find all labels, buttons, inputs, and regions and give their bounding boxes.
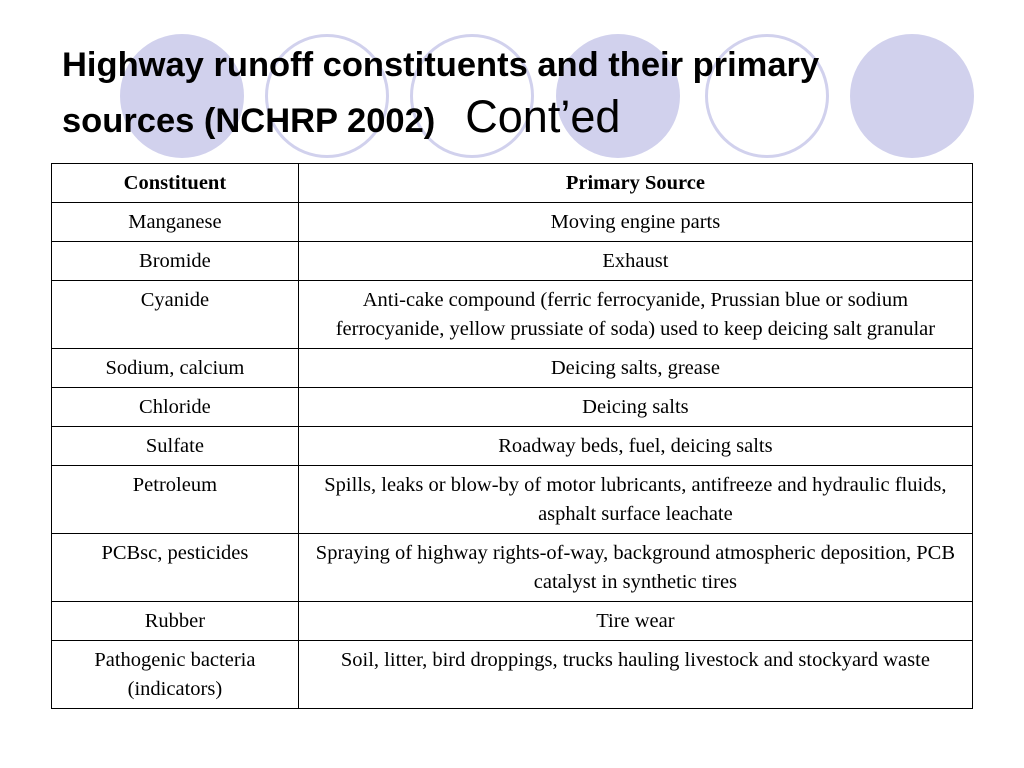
constituent-cell: Rubber <box>52 602 299 641</box>
source-cell: Deicing salts, grease <box>298 349 972 388</box>
table-header-row <box>52 164 973 203</box>
table-row <box>52 388 973 427</box>
title-line-2-text: sources (NCHRP 2002) <box>62 102 436 140</box>
constituent-cell: Sulfate <box>52 427 299 466</box>
header-constituent: Constituent <box>52 164 299 203</box>
source-cell: Tire wear <box>298 602 972 641</box>
source-cell: Roadway beds, fuel, deicing salts <box>298 427 972 466</box>
table-row <box>52 281 973 349</box>
source-cell: Moving engine parts <box>298 203 972 242</box>
title-line-2 <box>62 86 962 159</box>
slide-title <box>62 40 962 159</box>
table-row <box>52 349 973 388</box>
constituent-cell: PCBsc, pesticides <box>52 534 299 602</box>
source-cell: Exhaust <box>298 242 972 281</box>
table-row <box>52 466 973 534</box>
table-row <box>52 602 973 641</box>
constituent-cell: Sodium, calcium <box>52 349 299 388</box>
table-row <box>52 534 973 602</box>
table-row <box>52 641 973 709</box>
constituent-cell: Cyanide <box>52 281 299 349</box>
constituents-table <box>51 163 973 709</box>
constituent-cell: Bromide <box>52 242 299 281</box>
constituent-cell: Pathogenic bacteria (indicators) <box>52 641 299 709</box>
source-cell: Deicing salts <box>298 388 972 427</box>
table-row <box>52 427 973 466</box>
table-row <box>52 203 973 242</box>
source-cell: Spills, leaks or blow-by of motor lubricants, antifreeze and hydraulic fluids, asphalt surface leachate <box>298 466 972 534</box>
table-row <box>52 242 973 281</box>
header-primary-source: Primary Source <box>298 164 972 203</box>
title-line-1: Highway runoff constituents and their primary <box>62 46 820 84</box>
constituent-cell: Chloride <box>52 388 299 427</box>
constituent-cell: Petroleum <box>52 466 299 534</box>
source-cell: Soil, litter, bird droppings, trucks hauling livestock and stockyard waste <box>298 641 972 709</box>
constituent-cell: Manganese <box>52 203 299 242</box>
source-cell: Spraying of highway rights-of-way, background atmospheric deposition, PCB catalyst in synthetic tires <box>298 534 972 602</box>
title-continued: Cont’ed <box>465 91 621 142</box>
source-cell: Anti-cake compound (ferric ferrocyanide, Prussian blue or sodium ferrocyanide, yellow prussiate of soda) used to keep deicing salt granular <box>298 281 972 349</box>
